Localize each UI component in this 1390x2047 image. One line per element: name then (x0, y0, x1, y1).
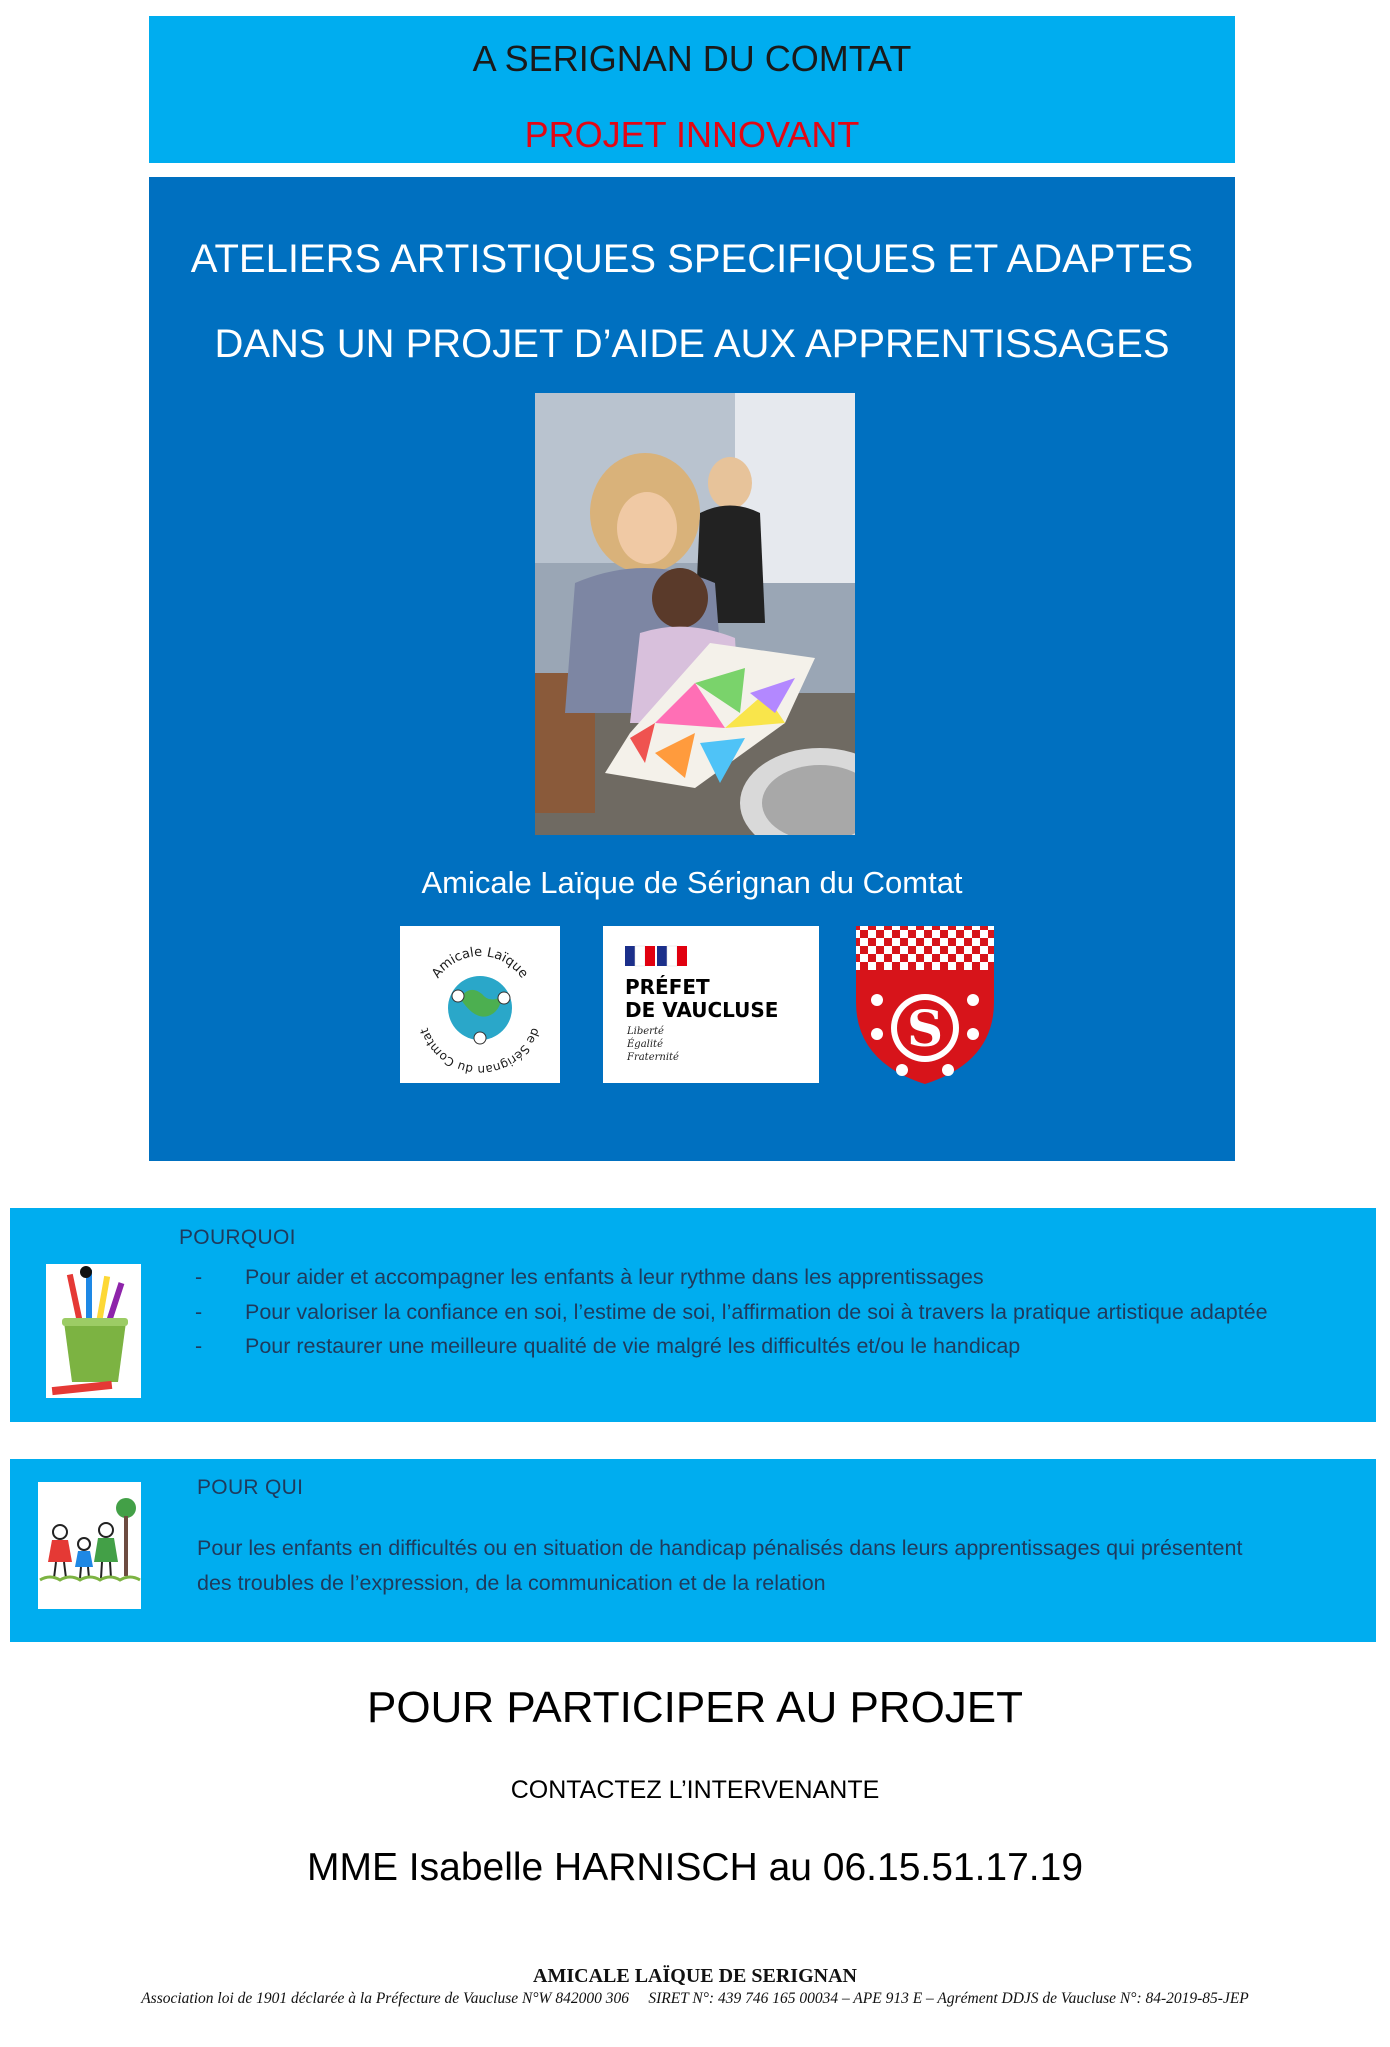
prefet-line-1: PRÉFET (625, 975, 710, 999)
svg-text:Amicale Laïque (429, 945, 531, 981)
town-heading: A SERIGNAN DU COMTAT (472, 38, 912, 79)
pencil-cup-illustration (46, 1264, 141, 1398)
amicale-logo-text-top: Amicale Laïque (429, 944, 531, 982)
main-title-line-1: ATELIERS ARTISTIQUES SPECIFIQUES ET ADAPTES (190, 237, 1194, 281)
footer-legal-notice: Association loi de 1901 déclarée à la Préfecture de Vaucluse N°W 842000 306 SIRET N°: 439 746 165 00034 – APE 913 E – Agrément DDJS de Vaucluse N°: 84-2019-85-JEP (141, 1990, 1249, 2007)
main-title-line-2: DANS UN PROJET D’AIDE AUX APPRENTISSAGES (214, 322, 1170, 366)
prefet-logo-mark (603, 926, 819, 1083)
who-section (10, 1459, 1376, 1642)
why-heading: POURQUOI (179, 1226, 296, 1249)
association-name: Amicale Laïque de Sérignan du Comtat (421, 865, 963, 900)
amicale-logo-text-bottom: de Sérignan du Comtat (417, 1026, 543, 1078)
motto-egalite: Égalité (627, 1039, 663, 1050)
header-band (149, 16, 1235, 163)
who-description: Pour les enfants en difficultés ou en situation de handicap pénalisés dans leurs apprentissages qui présentent des troubles de l’expression, de la communication et de la relation (197, 1536, 1243, 1595)
footer-organization: AMICALE LAÏQUE DE SERIGNAN (533, 1965, 857, 1987)
coat-letter: S (906, 999, 944, 1058)
motto-fraternite: Fraternité (627, 1052, 679, 1063)
who-heading: POUR QUI (197, 1476, 304, 1499)
amicale-logo-emblem (400, 926, 560, 1083)
contact-label: CONTACTEZ L’INTERVENANTE (510, 1776, 880, 1804)
list-item: - Pour valoriser la confiance en soi, l’estime de soi, l’affirmation de soi à travers la pratique artistique adaptée (195, 1295, 1315, 1330)
children-drawing-icon (38, 1482, 141, 1609)
why-section (10, 1208, 1376, 1422)
contact-person-phone: MME Isabelle HARNISCH au 06.15.51.17.19 (306, 1846, 1084, 1889)
children-drawing-illustration (38, 1482, 141, 1609)
prefet-logo (603, 926, 819, 1083)
why-list (195, 1260, 1315, 1364)
coat-of-arms-shield (852, 922, 998, 1087)
workshop-photo (535, 393, 855, 835)
amicale-logo (400, 926, 560, 1083)
list-item: - Pour restaurer une meilleure qualité de vie malgré les difficultés et/ou le handicap (195, 1329, 1315, 1364)
motto-liberte: Liberté (627, 1026, 664, 1037)
workshop-photo-illustration (535, 393, 855, 835)
main-panel (149, 177, 1235, 1161)
coat-of-arms (852, 922, 998, 1087)
prefet-line-2: DE VAUCLUSE (625, 998, 779, 1022)
pencil-cup-icon (46, 1264, 141, 1398)
participation-title: POUR PARTICIPER AU PROJET (366, 1683, 1024, 1732)
project-label: PROJET INNOVANT (524, 114, 860, 155)
list-item: - Pour aider et accompagner les enfants à leur rythme dans les apprentissages (195, 1260, 1315, 1295)
